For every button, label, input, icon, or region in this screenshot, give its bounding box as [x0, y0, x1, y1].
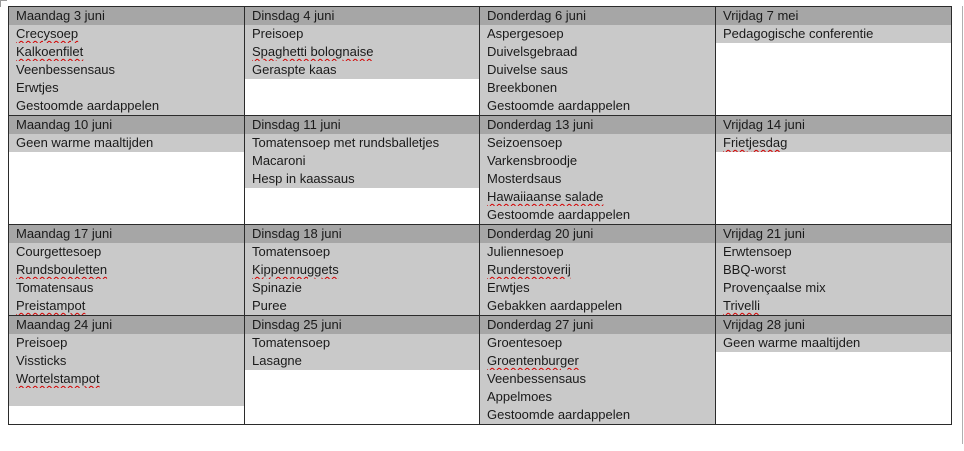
menu-item [480, 97, 715, 115]
menu-item-text: Geen warme maaltijden [723, 335, 861, 350]
menu-item [480, 188, 715, 206]
menu-item-text: Lasagne [252, 353, 302, 368]
day-header: Vrijdag 21 juni [716, 225, 951, 243]
menu-item [480, 61, 715, 79]
menu-item [480, 406, 715, 424]
menu-item-text: Varkensbroodje [487, 153, 578, 168]
menu-item-text: Geen warme maaltijden [16, 135, 154, 150]
menu-item-text: Macaroni [252, 153, 306, 168]
menu-item [245, 334, 479, 352]
menu-item [716, 334, 951, 352]
day-header: Dinsdag 11 juni [245, 116, 479, 134]
menu-item-text: Runderstoverij [487, 262, 571, 277]
day-cell [716, 7, 952, 116]
day-cell [245, 316, 480, 425]
menu-item [716, 279, 951, 297]
menu-item-text: Hesp in kaassaus [252, 171, 355, 186]
menu-item [480, 352, 715, 370]
menu-item-text: Erwtensoep [723, 244, 792, 259]
page-corner-marker [0, 0, 7, 7]
menu-item-text: Duivelsgebraad [487, 44, 578, 59]
shaded-filler [9, 388, 244, 406]
menu-item-text: Tomatensoep [252, 244, 331, 259]
menu-item-text: Erwtjes [16, 80, 59, 95]
day-header: Maandag 10 juni [9, 116, 244, 134]
menu-item-text: Aspergesoep [487, 26, 564, 41]
menu-item-text: Juliennesoep [487, 244, 564, 259]
week-row [9, 225, 952, 316]
week-row [9, 7, 952, 116]
menu-item [480, 334, 715, 352]
menu-item-text: Pedagogische conferentie [723, 26, 874, 41]
menu-item-text: Frietjesdag [723, 135, 788, 150]
day-cell [480, 316, 716, 425]
menu-item-text: Courgettesoep [16, 244, 102, 259]
menu-item-text: Crecysoep [16, 26, 79, 41]
menu-item [9, 243, 244, 261]
menu-item [716, 134, 951, 152]
menu-item [480, 206, 715, 224]
menu-item-text: Veenbessensaus [16, 62, 116, 77]
day-header: Vrijdag 14 juni [716, 116, 951, 134]
day-cell [480, 116, 716, 225]
menu-item [245, 352, 479, 370]
menu-item [480, 134, 715, 152]
menu-item-text: Spaghetti bolognaise [252, 44, 374, 59]
day-cell [245, 225, 480, 316]
menu-item [245, 61, 479, 79]
menu-item [480, 279, 715, 297]
menu-item [245, 43, 479, 61]
menu-item [480, 261, 715, 279]
menu-item [9, 297, 244, 315]
menu-item-text: Hawaiiaanse salade [487, 189, 604, 204]
menu-item-text: Gestoomde aardappelen [16, 98, 160, 113]
menu-item-text: Duivelse saus [487, 62, 568, 77]
day-cell [9, 316, 245, 425]
day-header: Donderdag 6 juni [480, 7, 715, 25]
menu-item-text: Tomatensoep met rundsballetjes [252, 135, 440, 150]
day-header: Dinsdag 4 juni [245, 7, 479, 25]
menu-item [716, 243, 951, 261]
menu-item [9, 334, 244, 352]
week-row [9, 316, 952, 425]
menu-item [9, 261, 244, 279]
day-cell [716, 316, 952, 425]
day-cell [9, 225, 245, 316]
menu-item [9, 61, 244, 79]
menu-item-text: Groentenburger [487, 353, 579, 368]
menu-item [245, 297, 479, 315]
menu-item [9, 97, 244, 115]
day-header: Donderdag 13 juni [480, 116, 715, 134]
menu-item [480, 388, 715, 406]
menu-item-text: Gebakken aardappelen [487, 298, 623, 313]
menu-item-text: Tomatensoep [252, 335, 331, 350]
menu-item-text: Trivelli [723, 298, 761, 313]
week-row [9, 116, 952, 225]
menu-item-text: Kippennuggets [252, 262, 339, 277]
menu-item-text: Kalkoenfilet [16, 44, 84, 59]
menu-item [245, 152, 479, 170]
menu-item [9, 79, 244, 97]
menu-item [9, 370, 244, 388]
menu-item-text: Wortelstampot [16, 371, 100, 386]
menu-item-text: Puree [252, 298, 287, 313]
menu-item [480, 243, 715, 261]
menu-item [716, 297, 951, 315]
menu-item-text: Rundsbouletten [16, 262, 108, 277]
menu-item-text: Tomatensaus [16, 280, 94, 295]
menu-item [9, 279, 244, 297]
day-header: Maandag 17 juni [9, 225, 244, 243]
day-cell [9, 7, 245, 116]
menu-item [245, 279, 479, 297]
day-header: Donderdag 20 juni [480, 225, 715, 243]
menu-item [245, 243, 479, 261]
menu-item [245, 134, 479, 152]
menu-item [9, 352, 244, 370]
menu-item-text: Mosterdsaus [487, 171, 562, 186]
day-header: Vrijdag 28 juni [716, 316, 951, 334]
menu-item [480, 370, 715, 388]
menu-item-text: Preisoep [252, 26, 304, 41]
day-cell [9, 116, 245, 225]
menu-item-text: Spinazie [252, 280, 302, 295]
day-cell [716, 225, 952, 316]
menu-item [480, 43, 715, 61]
menu-item-text: Preistampot [16, 298, 86, 313]
menu-item [9, 25, 244, 43]
menu-item-text: Seizoensoep [487, 135, 563, 150]
day-header: Donderdag 27 juni [480, 316, 715, 334]
menu-item [9, 134, 244, 152]
menu-item-text: Vissticks [16, 353, 67, 368]
menu-item [480, 170, 715, 188]
day-cell [245, 116, 480, 225]
day-cell [480, 7, 716, 116]
day-header: Maandag 3 juni [9, 7, 244, 25]
menu-item-text: Gestoomde aardappelen [487, 98, 631, 113]
menu-item-text: Provençaalse mix [723, 280, 826, 295]
menu-item-text: Preisoep [16, 335, 68, 350]
menu-item [716, 25, 951, 43]
day-header: Dinsdag 25 juni [245, 316, 479, 334]
day-cell [716, 116, 952, 225]
menu-item-text: Gestoomde aardappelen [487, 407, 631, 422]
menu-item-text: Geraspte kaas [252, 62, 337, 77]
menu-item [480, 297, 715, 315]
menu-item-text: Veenbessensaus [487, 371, 587, 386]
day-cell [245, 7, 480, 116]
lunch-menu-table [8, 6, 952, 425]
menu-item [245, 170, 479, 188]
menu-item [716, 261, 951, 279]
day-header: Dinsdag 18 juni [245, 225, 479, 243]
menu-item [480, 152, 715, 170]
menu-item-text: Erwtjes [487, 280, 530, 295]
day-header: Vrijdag 7 mei [716, 7, 951, 25]
page-margin-rule [962, 6, 963, 444]
menu-item [480, 79, 715, 97]
menu-item [245, 25, 479, 43]
menu-item-text: Breekbonen [487, 80, 558, 95]
menu-item [480, 25, 715, 43]
menu-item-text: Groentesoep [487, 335, 563, 350]
menu-item [245, 261, 479, 279]
day-header: Maandag 24 juni [9, 316, 244, 334]
menu-item-text: BBQ-worst [723, 262, 786, 277]
menu-item-text: Appelmoes [487, 389, 553, 404]
menu-item [9, 43, 244, 61]
menu-item-text: Gestoomde aardappelen [487, 207, 631, 222]
day-cell [480, 225, 716, 316]
